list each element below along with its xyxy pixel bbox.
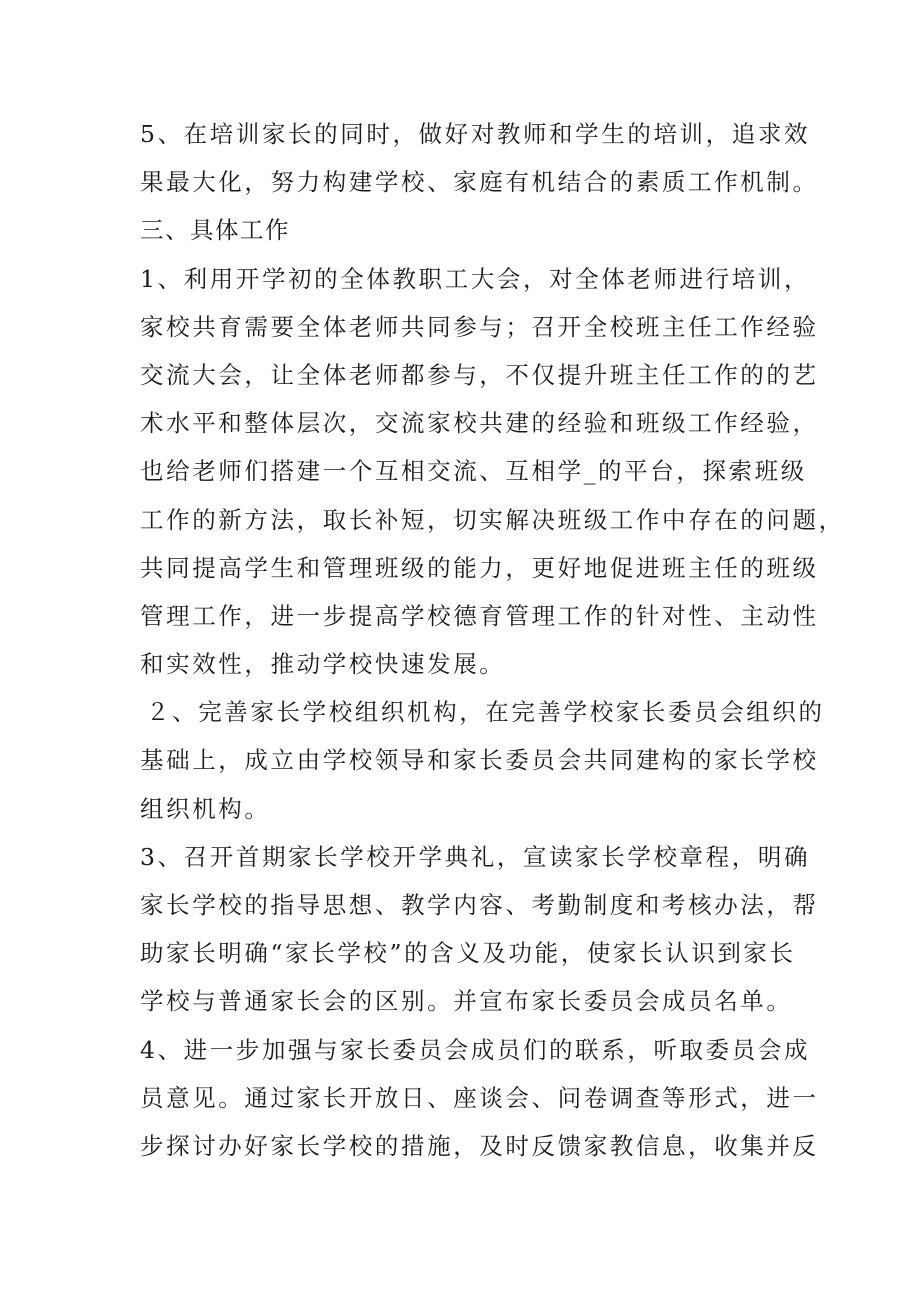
text-line: 步探讨办好家长学校的措施，及时反馈家教信息，收集并反 <box>140 1131 819 1160</box>
text-line: 组织机构。 <box>140 794 271 823</box>
text-line: 3、召开首期家长学校开学典礼，宣读家长学校章程，明确 <box>140 842 811 871</box>
text-line: 1、利用开学初的全体教职工大会，对全体老师进行培训， <box>140 264 811 293</box>
text-line: 助家长明确“家长学校”的含义及功能，使家长认识到家长 <box>140 939 796 968</box>
text-line: 员意见。通过家长开放日、座谈会、问卷调查等形式，进一 <box>140 1083 819 1112</box>
text-line: 家校共育需要全体老师共同参与；召开全校班主任工作经验 <box>140 312 819 341</box>
section-heading: 三、具体工作 <box>140 216 290 245</box>
text-line: 5、在培训家长的同时，做好对教师和学生的培训，追求效 <box>140 120 811 148</box>
text-line: 学校与普通家长会的区别。并宣布家长委员会成员名单。 <box>140 987 793 1016</box>
text-line: 果最大化，努力构建学校、家庭有机结合的素质工作机制。 <box>140 168 819 197</box>
text-line: 家长学校的指导思想、教学内容、考勤制度和考核办法，帮 <box>140 891 819 919</box>
text-line: 工作的新方法，取长补短，切实解决班级工作中存在的问题， <box>140 505 845 534</box>
text-line: 交流大会，让全体老师都参与，不仅提升班主任工作的的艺 <box>140 360 819 389</box>
text-line: 也给老师们搭建一个互相交流、互相学_的平台，探索班级 <box>140 457 807 486</box>
text-line: 基础上，成立由学校领导和家长委员会共同建构的家长学校 <box>140 746 819 775</box>
text-line: ２、完善家长学校组织机构，在完善学校家长委员会组织的 <box>146 698 825 727</box>
document-body <box>0 110 920 1170</box>
text-line: 4、进一步加强与家长委员会成员们的联系，听取委员会成 <box>140 1035 811 1064</box>
text-line: 和实效性，推动学校快速发展。 <box>140 650 506 679</box>
text-line: 管理工作，进一步提高学校德育管理工作的针对性、主动性 <box>140 601 819 630</box>
text-line: 共同提高学生和管理班级的能力，更好地促进班主任的班级 <box>140 553 819 582</box>
text-line: 术水平和整体层次，交流家校共建的经验和班级工作经验， <box>140 409 819 438</box>
